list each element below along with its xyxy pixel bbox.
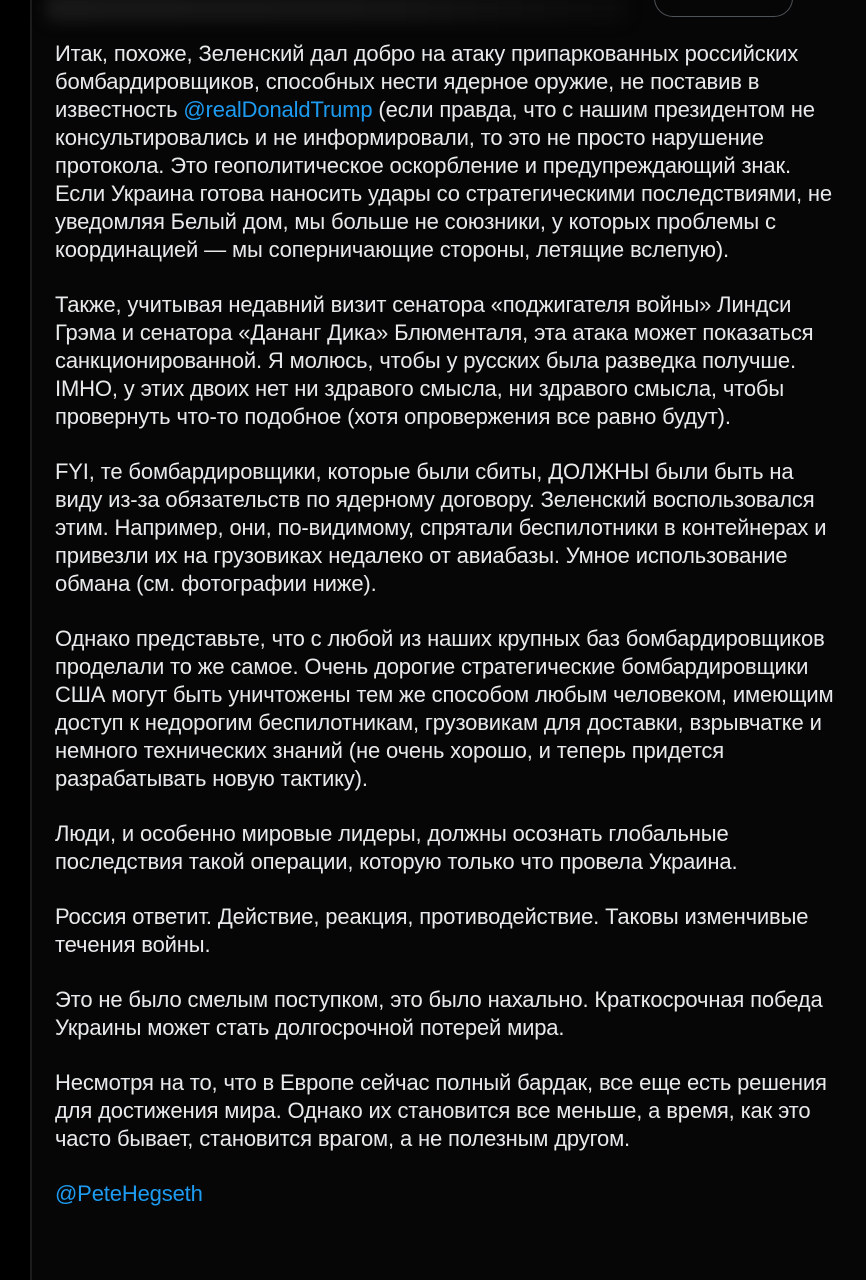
paragraph-1-text-before-mention: Итак, похоже, Зеленский дал добро на атаку припаркованных российских бомбардировщиков, способных нести ядерное оружие, не поставив в известность xyxy=(55,41,799,122)
tweet-paragraph-5: Люди, и особенно мировые лидеры, должны осознать глобальные последствия такой операции, которую только что провела Украина. xyxy=(55,821,738,874)
left-divider-line xyxy=(30,0,32,1280)
follow-button-partial-outline[interactable] xyxy=(654,0,793,17)
tweet-paragraph-8: Несмотря на то, что в Европе сейчас полный бардак, все еще есть решения для достижения мира. Однако их становится все меньше, а время, как это часто бывает, становится врагом, а не полезным другом. xyxy=(55,1070,827,1151)
mention-realdonaldtrump[interactable]: @realDonaldTrump xyxy=(183,97,373,122)
tweet-body xyxy=(55,40,837,1208)
tweet-paragraph-6: Россия ответит. Действие, реакция, противодействие. Таковы изменчивые течения войны. xyxy=(55,904,809,957)
tweet-paragraph-1 xyxy=(55,40,837,264)
tweet-paragraph-4: Однако представьте, что с любой из наших крупных баз бомбардировщиков проделали то же самое. Очень дорогие стратегические бомбардировщики США могут быть уничтожены тем же способом любым человеком, имеющим доступ к недорогим беспилотникам, грузовикам для доставки, взрывчатке и немного технических знаний (не очень хорошо, и теперь придется разрабатывать новую тактику). xyxy=(55,626,834,791)
tweet-paragraph-9 xyxy=(55,1180,837,1208)
mention-petehegseth[interactable]: @PeteHegseth xyxy=(55,1181,203,1206)
redacted-author-blur xyxy=(46,0,626,22)
tweet-paragraph-2: Также, учитывая недавний визит сенатора «поджигателя войны» Линдси Грэма и сенатора «Дананг Дика» Блюменталя, эта атака может показаться санкционированной. Я молюсь, чтобы у русских была разведка получше. IMHO, у этих двоих нет ни здравого смысла, ни здравого смысла, чтобы провернуть что-то подобное (хотя опровержения все равно будут). xyxy=(55,292,814,429)
tweet-paragraph-3: FYI, те бомбардировщики, которые были сбиты, ДОЛЖНЫ были быть на виду из-за обязательств по ядерному договору. Зеленский воспользовался этим. Например, они, по-видимому, спрятали беспилотники в контейнерах и привезли их на грузовиках недалеко от авиабазы. Умное использование обмана (см. фотографии ниже). xyxy=(55,459,827,596)
paragraph-1-text-after-mention: (если правда, что с нашим президентом не консультировались и не информировали, то это не просто нарушение протокола. Это геополитическое оскорбление и предупреждающий знак. Если Украина готова наносить удары со стратегическими последствиями, не уведомляя Белый дом, мы больше не союзники, у которых проблемы с координацией — мы соперничающие стороны, летящие вслепую). xyxy=(55,97,832,262)
tweet-paragraph-7: Это не было смелым поступком, это было нахально. Краткосрочная победа Украины может стать долгосрочной потерей мира. xyxy=(55,987,823,1040)
